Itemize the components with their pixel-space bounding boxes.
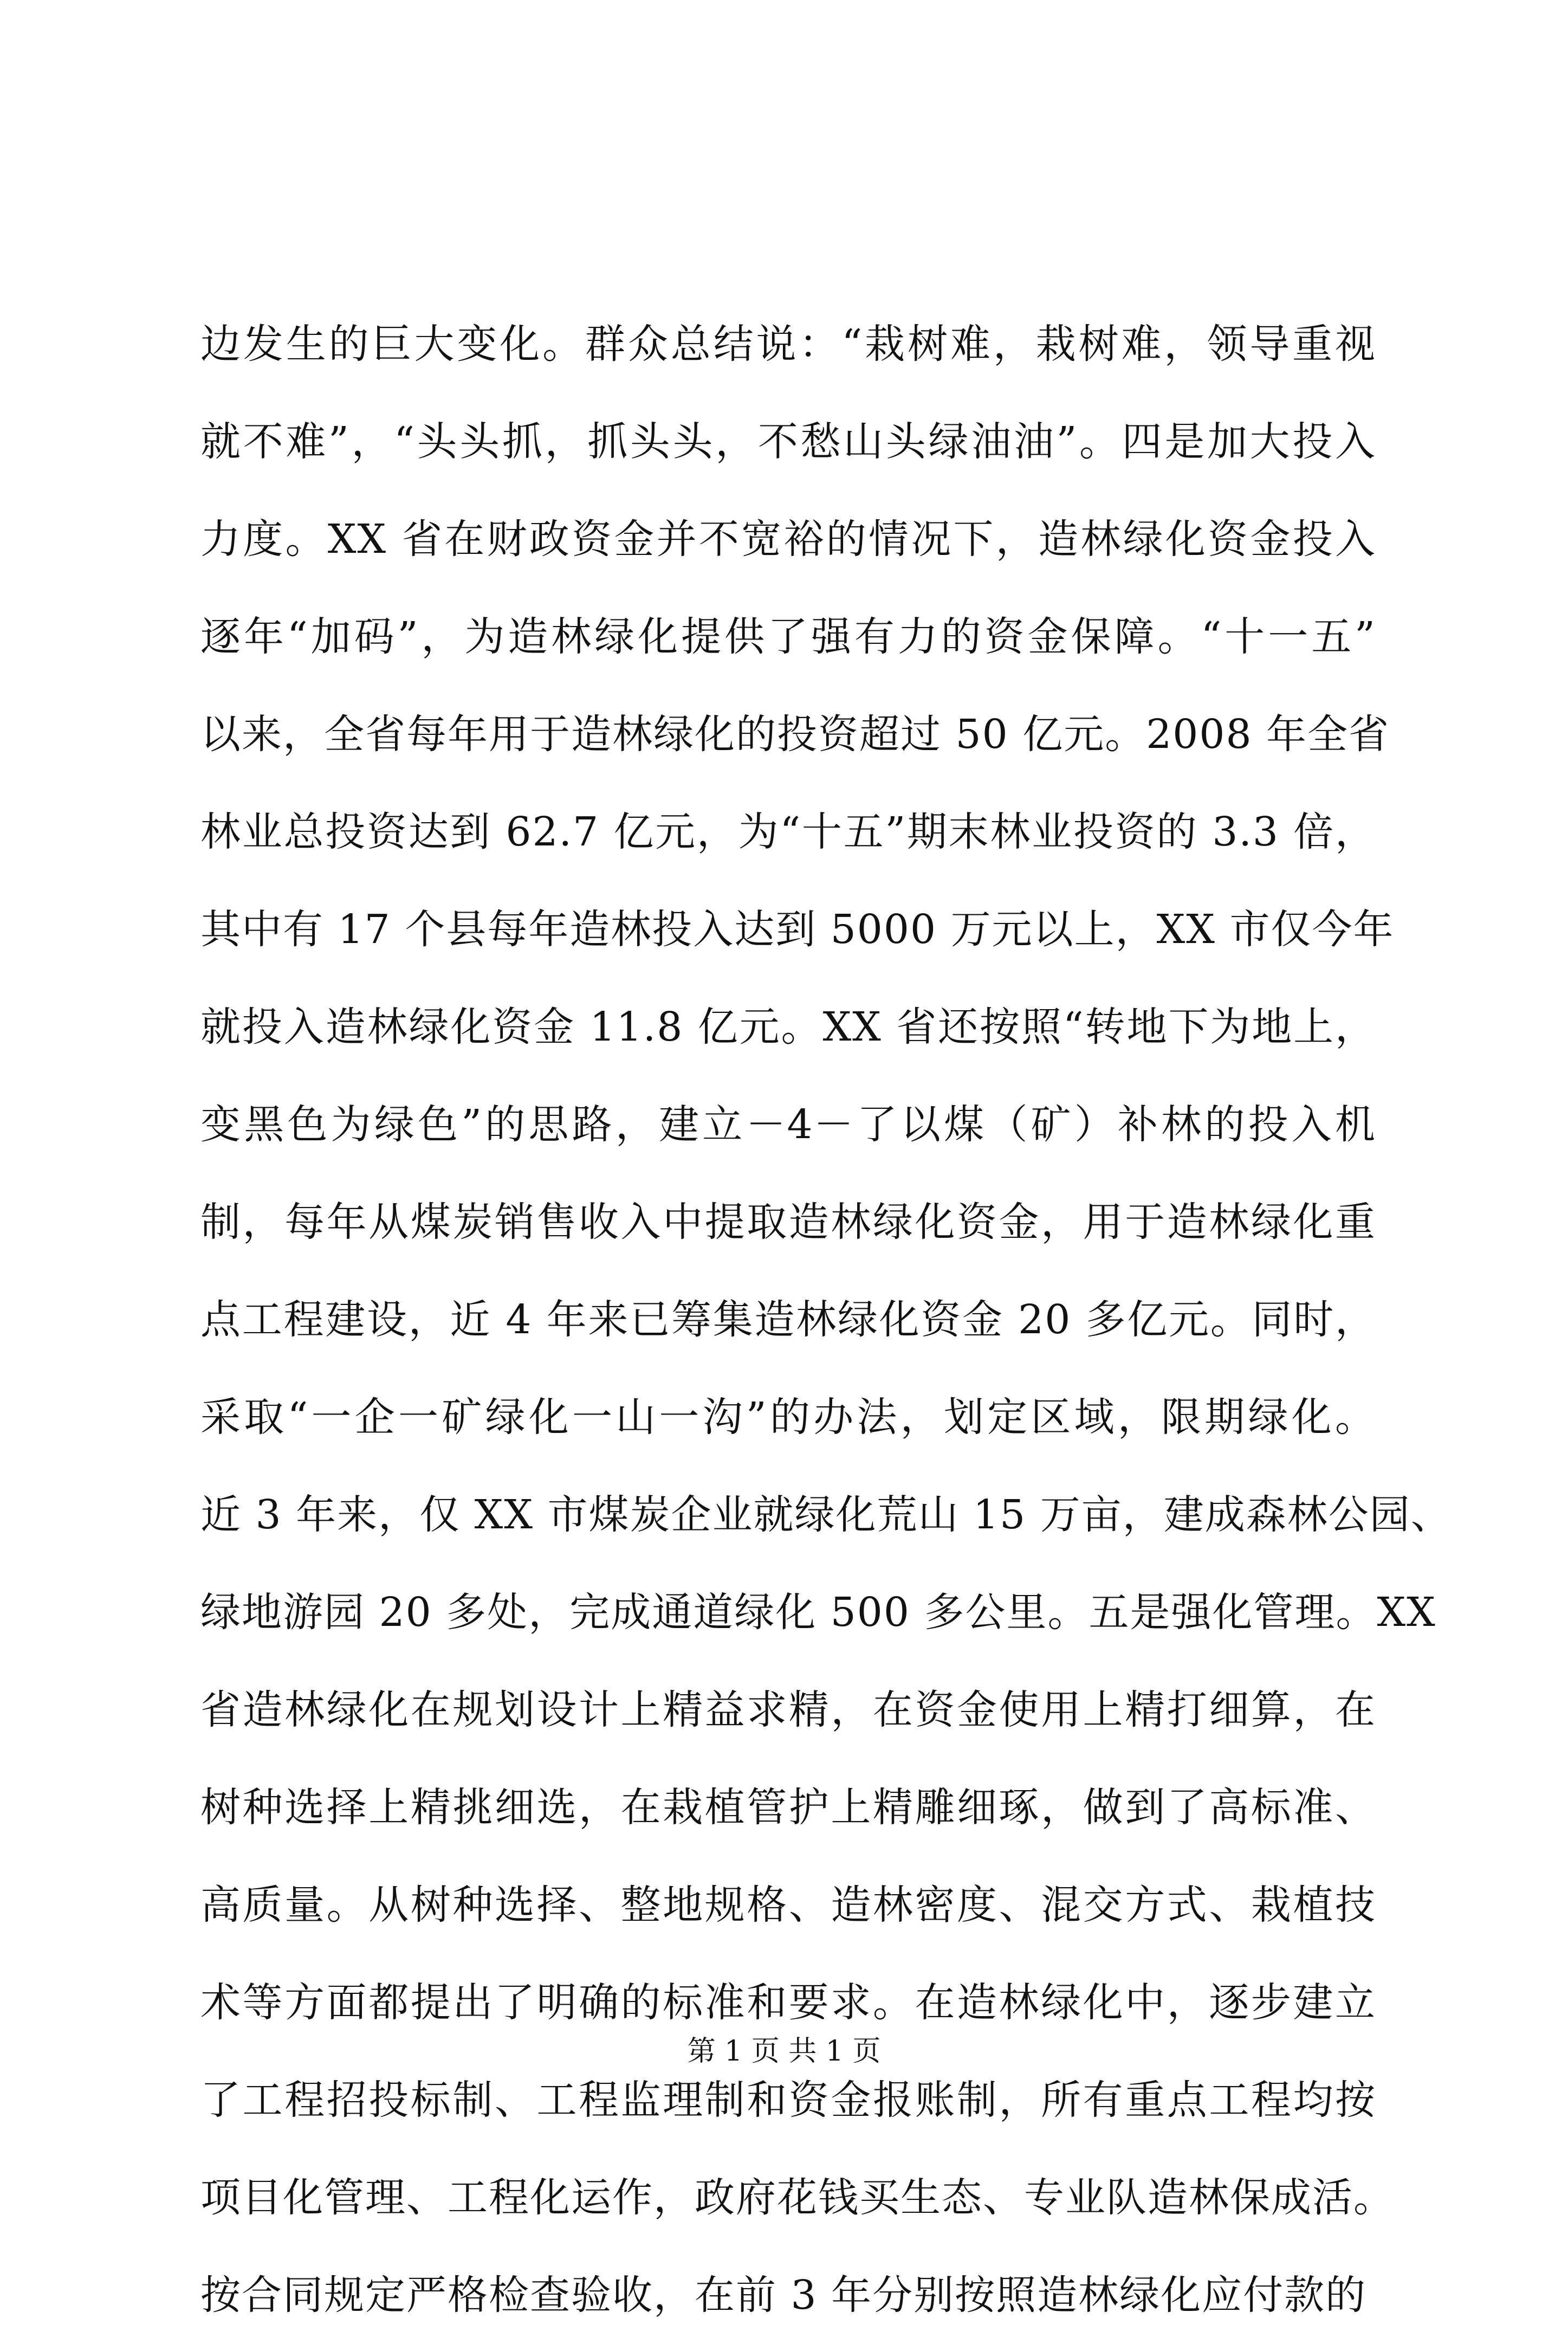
page-footer [0, 2030, 1568, 2073]
text-line: 就投入造林绿化资金 11.8 亿元。XX 省还按照“转地下为地上， [200, 1004, 1376, 1050]
text-line: 制，每年从煤炭销售收入中提取造林绿化资金，用于造林绿化重 [200, 1199, 1376, 1245]
text-line: 其中有 17 个县每年造林投入达到 5000 万元以上，XX 市仅今年 [200, 906, 1395, 953]
text-line: 树种选择上精挑细选，在栽植管护上精雕细琢，做到了高标准、 [200, 1784, 1376, 1831]
text-line: 变黑色为绿色”的思路，建立－4－了以煤（矿）补林的投入机 [200, 1101, 1376, 1148]
text-line: 点工程建设，近 4 年来已筹集造林绿化资金 20 多亿元。同时， [200, 1296, 1376, 1343]
text-line: 绿地游园 20 多处，完成通道绿化 500 多公里。五是强化管理。XX [200, 1589, 1436, 1636]
text-line: 力度。XX 省在财政资金并不宽裕的情况下，造林绿化资金投入 [200, 516, 1376, 563]
text-line: 林业总投资达到 62.7 亿元，为“十五”期末林业投资的 3.3 倍， [200, 809, 1376, 855]
text-line: 高质量。从树种选择、整地规格、造林密度、混交方式、栽植技 [200, 1882, 1376, 1928]
page-number-label: 第 1 页 共 1 页 [687, 2035, 881, 2068]
text-line: 近 3 年来，仅 XX 市煤炭企业就绿化荒山 15 万亩，建成森林公园、 [200, 1491, 1452, 1538]
text-line: 逐年“加码”，为造林绿化提供了强有力的资金保障。“十一五” [200, 614, 1376, 660]
text-line: 边发生的巨大变化。群众总结说：“栽树难，栽树难，领导重视 [200, 321, 1376, 367]
text-line: 项目化管理、工程化运作，政府花钱买生态、专业队造林保成活。 [200, 2174, 1395, 2221]
text-line: 按合同规定严格检查验收，在前 3 年分别按照造林绿化应付款的 [200, 2272, 1367, 2319]
text-line: 就不难”，“头头抓，抓头头，不愁山头绿油油”。四是加大投入 [200, 418, 1376, 465]
text-line: 以来，全省每年用于造林绿化的投资超过 50 亿元。2008 年全省 [200, 711, 1390, 758]
text-line: 采取“一企一矿绿化一山一沟”的办法，划定区域，限期绿化。 [200, 1394, 1376, 1441]
text-line: 省造林绿化在规划设计上精益求精，在资金使用上精打细算，在 [200, 1687, 1376, 1733]
text-line: 了工程招投标制、工程监理制和资金报账制，所有重点工程均按 [200, 2077, 1376, 2123]
text-line: 术等方面都提出了明确的标准和要求。在造林绿化中，逐步建立 [200, 1979, 1376, 2026]
